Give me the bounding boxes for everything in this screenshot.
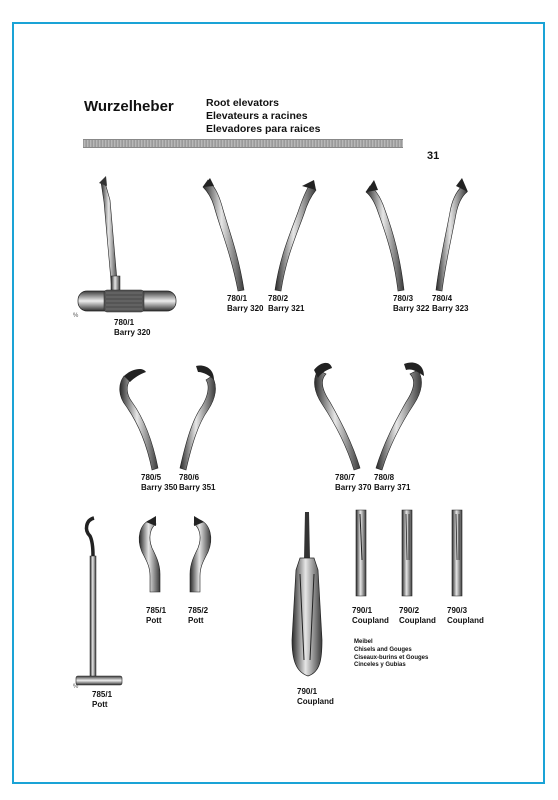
chisels-note-line: Ciseaux-burins et Gouges [354,654,429,661]
elevator-780-4-illustration [436,178,468,291]
instrument-code: 780/7 [335,473,356,482]
instrument-label [374,473,410,492]
instrument-code: 780/8 [374,473,395,482]
instrument-name: Pott [188,615,204,625]
instrument-label [179,473,215,492]
scale-mark: % [73,313,79,319]
instrument-name: Barry 320 [114,327,151,337]
scale-mark: % [73,684,79,690]
instrument-name: Barry 323 [432,303,469,313]
instrument-label [188,606,208,625]
instrument-code: 780/6 [179,473,200,482]
instrument-code: 780/1 [114,318,135,327]
instrument-label [352,606,389,625]
chisel-790-3-illustration [452,510,462,596]
elevator-780-6-illustration [180,366,215,470]
instrument-label [447,606,484,625]
page-number: 31 [427,150,440,162]
elevator-785-1-tbar-illustration [76,518,122,685]
instrument-code: 780/3 [393,294,414,303]
instrument-code: 790/1 [297,687,318,696]
instrument-code: 790/2 [399,606,420,615]
instrument-label [146,606,166,625]
instrument-label [114,318,150,337]
chisels-note [354,639,428,670]
instrument-code: 785/1 [92,690,113,699]
elevator-785-2-illustration [190,516,211,592]
subtitle-spanish: Elevadores para raices [206,123,321,135]
instrument-label [268,294,304,313]
instrument-name: Barry 351 [179,482,216,492]
elevator-780-7-illustration [314,363,360,470]
instrument-code: 780/1 [227,294,248,303]
instrument-code: 780/5 [141,473,162,482]
instrument-name: Barry 370 [335,482,372,492]
instrument-name: Barry 371 [374,482,411,492]
instrument-name: Pott [146,615,162,625]
chisels-note-line: Meibel [354,639,373,645]
chisel-790-2-illustration [402,510,412,596]
elevator-780-1-tbar-illustration [78,176,176,312]
elevator-780-8-illustration [376,363,424,471]
instrument-label [393,294,429,313]
instrument-name: Coupland [447,615,484,625]
elevator-780-1-illustration [203,178,244,291]
instrument-name: Coupland [399,615,436,625]
instrument-label [335,473,371,492]
instrument-name: Barry 321 [268,303,305,313]
instrument-code: 790/3 [447,606,468,615]
instrument-code: 785/2 [188,606,209,615]
elevator-780-5-illustration [120,369,158,470]
instrument-code: 790/1 [352,606,373,615]
subtitle-french: Elevateurs a racines [206,110,308,122]
instrument-label [399,606,436,625]
instrument-name: Barry 350 [141,482,178,492]
chisels-note-line: Cinceles y Gubias [354,662,406,669]
instrument-name: Pott [92,699,108,709]
instrument-label [432,294,468,313]
chisels-note-line: Chisels and Gouges [354,646,412,653]
instrument-label [297,687,334,706]
instrument-label [227,294,263,313]
chisel-790-1-handle-illustration [292,512,322,676]
instrument-label [92,690,112,709]
instrument-name: Barry 322 [393,303,430,313]
instrument-label [141,473,177,492]
elevator-785-1-illustration [139,516,160,592]
elevator-780-3-illustration [366,180,404,291]
instrument-code: 780/2 [268,294,289,303]
subtitle-english: Root elevators [206,97,279,109]
instrument-code: 780/4 [432,294,453,303]
chisel-790-1-illustration [356,510,366,596]
instrument-name: Coupland [352,615,389,625]
elevator-780-2-illustration [275,180,316,291]
instrument-name: Barry 320 [227,303,264,313]
instrument-name: Coupland [297,696,334,706]
page-title: Wurzelheber [84,98,174,115]
instrument-code: 785/1 [146,606,167,615]
